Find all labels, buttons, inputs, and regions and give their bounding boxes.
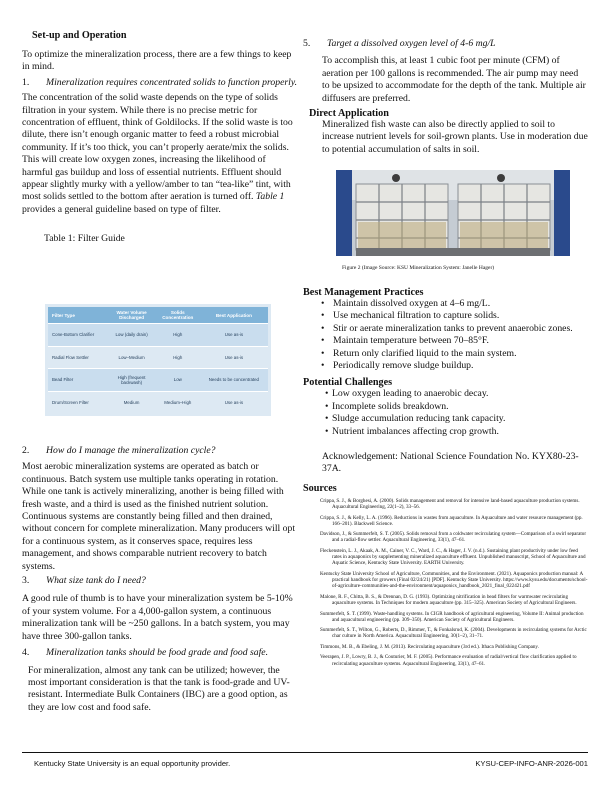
item-text: What size tank do I need? xyxy=(46,575,146,587)
list-item xyxy=(321,348,588,360)
item-number: 5. xyxy=(303,38,311,49)
left-column xyxy=(22,30,298,246)
filter-guide-table xyxy=(45,304,271,416)
table-header-cell: Best Application xyxy=(215,312,252,318)
item-text: Mineralization tanks should be food grade and food safe. xyxy=(46,647,268,659)
bullet-icon: • xyxy=(321,322,325,334)
list-item-text: Incomplete solids breakdown. xyxy=(332,400,449,412)
numbered-item-5 xyxy=(303,38,588,50)
list-item xyxy=(321,323,588,335)
item-text: Target a dissolved oxygen level of 4-6 mg/L xyxy=(327,38,496,49)
source-entry: Summerfelt, S. T. (1999). Waste-handling systems. In CIGR handbook of agricultural engineering, Volume II: Animal production and aquacultural engineering (pp. 309–350). American Society of Agricultural Engineers. xyxy=(320,610,584,623)
table-header-cell: Solids Concentration xyxy=(162,310,194,320)
list-item xyxy=(325,401,588,413)
item-number: 1. xyxy=(22,76,30,88)
paragraph-concentration xyxy=(22,92,298,216)
table-header-row xyxy=(48,307,268,323)
intro-text: To optimize the mineralization process, there are a few things to keep in mind. xyxy=(22,49,292,73)
table-cell: Bead Filter xyxy=(52,377,74,383)
challenges-heading: Potential Challenges xyxy=(303,377,393,389)
list-item-text: Maintain dissolved oxygen at 4–6 mg/L. xyxy=(333,298,491,309)
item-text: Mineralization requires concentrated solids to function properly. xyxy=(46,76,298,88)
list-item-text: Nutrient imbalances affecting crop growth. xyxy=(332,425,499,437)
table-cell: High (frequent backwash) xyxy=(117,374,146,385)
footer-equal-opportunity: Kentucky State University is an equal opportunity provider. xyxy=(34,759,231,768)
table-row xyxy=(48,323,268,346)
bullet-icon: • xyxy=(321,335,325,347)
numbered-item-3 xyxy=(22,575,298,587)
paragraph-cycle: Most aerobic mineralization systems are operated as batch or continuous. Batch system use multiple tanks operating in rotation. While one tank is actively mineralizing, another is being filled with fresh waste, and a third is used as the finished nutrient solution. Continuous systems are constantly being filled and then drained, without concern for complete mineralization. Many producers will opt for a continuous system, as it conserves space, requires less management, and shows comparable nutrient recovery to batch systems. xyxy=(22,461,296,572)
bullet-icon: • xyxy=(321,360,325,372)
source-entry: Veerapen, J. P., Lowry, B. J., & Couturier, M. F. (2005). Performance evaluation of radial/vertical flow clarification applied to recirculating aquaculture systems. Aquacultural Engineering, 33(1), 47–61. xyxy=(320,654,577,667)
item-number: 3. xyxy=(22,575,30,587)
table-caption: Table 1: Filter Guide xyxy=(44,233,125,245)
challenges-list xyxy=(303,388,588,438)
source-entry: Crippa, S. J., & Borghesi, A. (2000). Solids management and removal for intensive land-based aquaculture production systems. Aquacultural Engineering, 22(1–2), 33–56. xyxy=(320,497,580,511)
list-item xyxy=(325,426,588,438)
table-cell: High xyxy=(173,332,183,338)
table-row xyxy=(48,391,268,414)
source-entry: Crippa, S. J., & Kelly, L. A. (1996). Reductions in wastes from aquaculture. In Aquaculture and water resource management (pp. 166–201). Blackwell Science. xyxy=(320,514,583,527)
bullet-icon: • xyxy=(325,388,329,400)
list-item xyxy=(325,388,588,400)
bullet-icon: • xyxy=(321,298,325,309)
direct-application-heading: Direct Application xyxy=(309,108,389,120)
footer-divider xyxy=(22,752,588,753)
section-heading: Set-up and Operation xyxy=(32,30,127,41)
paragraph-direct-application: Mineralized fish waste can also be directly applied to soil to increase nutrient levels for soil-grown plants. Use in moderation due to potential accumulation of salts in soil. xyxy=(322,119,588,155)
left-column-lower xyxy=(22,445,298,714)
table-row xyxy=(48,368,268,391)
sources-list xyxy=(303,498,588,667)
list-item-text: Sludge accumulation reducing tank capacity. xyxy=(332,413,506,425)
list-item xyxy=(325,413,588,425)
bullet-icon: • xyxy=(321,347,325,359)
numbered-item-1 xyxy=(22,77,298,89)
table-cell: High xyxy=(173,354,183,360)
table-cell: Use as-is xyxy=(224,332,244,338)
table-cell: Radial Flow Settler xyxy=(52,354,89,360)
paragraph-text: The concentration of the solid waste depends on the type of solids filtration in your system. While there is no precise metric for concentration of effluent, think of Goldilocks. If the solid waste is too dilute, there isn’t enough organic matter to feed a robust microbial community. If it’s too thick, you can’t properly aerate/mix the solids. This will create low oxygen zones, increasing the likelihood of harmful gas buildup and loss of essential nutrients. Effluent should appear slightly murky with a yellow/amber to tan “tea-like” tint, with most solids settled to the bottom after aeration is turned off. xyxy=(22,92,293,203)
paragraph-text-end: provides a general guideline based on type of filter. xyxy=(22,203,221,215)
table-cell: Cone-Bottom Clarifier xyxy=(52,332,95,338)
table-cell: Use as-is xyxy=(224,354,244,360)
list-item xyxy=(321,360,588,372)
bullet-icon: • xyxy=(325,425,329,437)
right-column-lower xyxy=(303,287,588,671)
bmp-heading: Best Management Practices xyxy=(303,287,424,298)
table-cell: Use as-is xyxy=(224,399,244,405)
list-item-text: Low oxygen leading to anaerobic decay. xyxy=(332,388,489,400)
list-item-text: Use mechanical filtration to capture solids. xyxy=(333,310,500,322)
list-item xyxy=(321,335,588,347)
mineralization-system-photo xyxy=(336,170,570,256)
list-item-text: Periodically remove sludge buildup. xyxy=(333,360,474,372)
list-item-text: Maintain temperature between 70–85°F. xyxy=(333,335,489,347)
figure-caption: Figure 2 (Image Source: KSU Mineralization System: Janelle Hager) xyxy=(342,265,495,271)
sources-heading: Sources xyxy=(303,482,337,494)
table-cell: Needs to be concentrated xyxy=(208,377,260,383)
table-header-cell: Filter Type xyxy=(52,312,75,318)
paragraph-tank-type: For mineralization, almost any tank can be utilized; however, the most important consideration is that the tank is food-grade and UV-resistant. Intermediate Bulk Containers (IBC) are a good option, as they are low cost and food safe. xyxy=(28,664,290,713)
list-item-text: Return only clarified liquid to the main system. xyxy=(333,347,517,359)
table-reference: Table 1 xyxy=(255,191,285,203)
item-number: 2. xyxy=(22,445,30,456)
table-cell: Low (daily drain) xyxy=(115,332,148,338)
list-item xyxy=(321,298,588,310)
source-entry: Fleckenstein, L. J., Akaak, A. M., Cainer, V. C., Ward, J. C., & Hager, J. V. (n.d.). Sustaining plant productivity under low feed rates in aquaponics by supplementing mineralized aquaculture effluent. Unpublished manuscript, School of Aquaculture and Aquatic Science, Kentucky State University. EARTH University. xyxy=(320,547,586,567)
footer-document-id: KYSU-CEP-INFO-ANR-2026-001 xyxy=(475,759,588,768)
paragraph-tank-size: A good rule of thumb is to have your mineralization system be 5-10% of your system volume. For a 4,000-gallon system, a continuous mineralization tank will be ~250 gallons. In a batch system, you may have three 300-gallon tanks. xyxy=(22,593,293,642)
item-number: 4. xyxy=(22,647,30,659)
source-entry: Kentucky State University School of Agriculture, Communities, and the Environment. (2021). Aquaponics production manual: A practical handbook for growers (Final 02/24/21) [PDF]. Kentucky State University. https://www.kysu.edu/documents/school-of-agriculture-communities-and-the-environment/aquaponics_handbook_2021_final_022421.pdf xyxy=(320,570,588,590)
table-cell: Medium–High xyxy=(164,399,192,405)
right-column xyxy=(303,38,588,156)
list-item xyxy=(321,310,588,322)
table-cell: Medium xyxy=(123,399,140,405)
table-header-cell: Water Volume Discharged xyxy=(116,310,147,320)
paragraph-oxygen: To accomplish this, at least 1 cubic foot per minute (CFM) of aeration per 100 gallons is recommended. The air pump may need to be upsized to accommodate for the depth of the tank. Multiple air diffusers are preferred. xyxy=(322,55,586,104)
bullet-icon: • xyxy=(321,310,325,322)
table-cell: Low xyxy=(173,377,182,383)
bullet-icon: • xyxy=(325,413,329,425)
source-entry: Malone, R. F., Chitta, B. S., & Drennan, D. G. (1993). Optimizing nitrification in bead filters for warmwater recirculating aquaculture systems. In Techniques for modern aquaculture (pp. 315–325). American Society of Agricultural Engineers. xyxy=(320,593,577,606)
numbered-item-2 xyxy=(22,445,298,457)
table-cell: Low–Medium xyxy=(118,354,145,360)
table-row xyxy=(48,346,268,369)
source-entry: Summerfelt, S. T., Wilton, G., Roberts, D., Rimmer, T., & Fonkalsrud, K. (2004). Developments in recirculating systems for Arctic char culture in North America. Aquacultural Engineering, 30(1–2), 31–71. xyxy=(320,627,587,640)
table-cell: Drum/Screen Filter xyxy=(52,399,89,405)
numbered-item-4 xyxy=(22,647,298,659)
item-text: How do I manage the mineralization cycle? xyxy=(46,445,216,456)
bmp-list xyxy=(303,298,588,372)
acknowledgement: Acknowledgement: National Science Foundation No. KYX80-23-37A. xyxy=(322,451,579,475)
list-item-text: Stir or aerate mineralization tanks to prevent anaerobic zones. xyxy=(333,322,573,334)
source-entry: Davidson, J., & Summerfelt, S. T. (2005). Solids removal from a coldwater recirculating system—Comparison of a swirl separator and a radial-flow settler. Aquacultural Engineering, 33(1), 47–61. xyxy=(320,531,587,544)
source-entry: Timmons, M. B., & Ebeling, J. M. (2013). Recirculating aquaculture (3rd ed.). Ithaca Publishing Company. xyxy=(320,643,539,650)
bullet-icon: • xyxy=(325,400,329,412)
